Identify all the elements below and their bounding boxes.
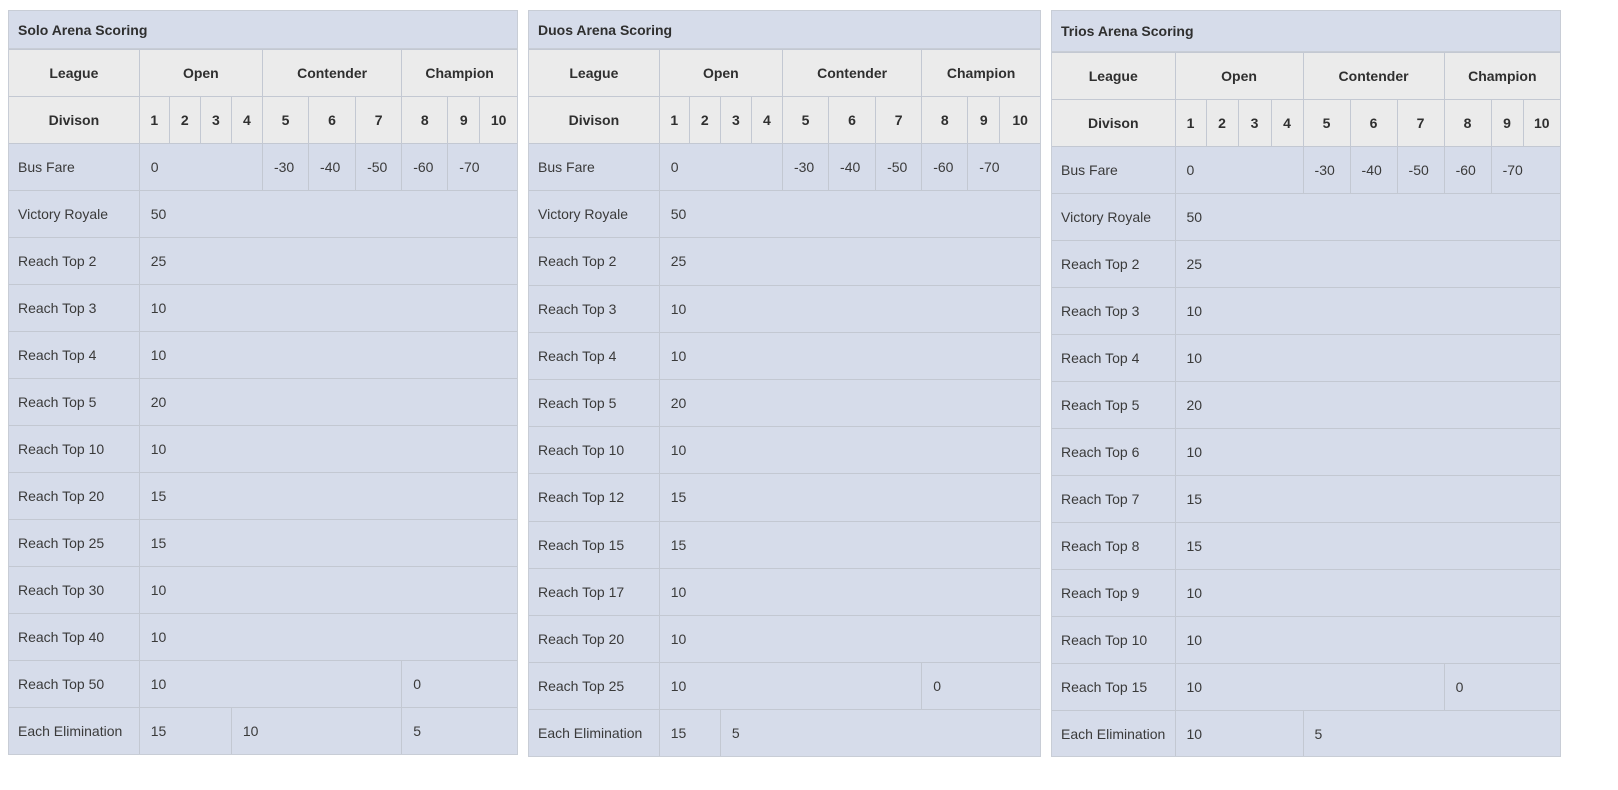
score-cell: 50 <box>659 191 1040 238</box>
row-label: Reach Top 30 <box>9 567 139 614</box>
division-header-cell: 8 <box>402 97 448 144</box>
row-label: Reach Top 4 <box>9 332 139 379</box>
division-header-cell: 2 <box>689 97 720 144</box>
table-row <box>1052 429 1560 476</box>
score-cell: 0 <box>1175 147 1303 194</box>
score-cell: 10 <box>139 332 517 379</box>
score-cell: 10 <box>659 663 921 710</box>
league-header-row <box>9 50 517 97</box>
score-cell: 10 <box>659 615 1040 662</box>
row-label: Reach Top 15 <box>529 521 659 568</box>
table-row <box>9 379 517 426</box>
score-cell: 10 <box>1175 288 1560 335</box>
row-label: Reach Top 8 <box>1052 523 1175 570</box>
division-header-cell: 7 <box>876 97 922 144</box>
division-header-cell: 10 <box>1523 100 1560 147</box>
score-cell: 10 <box>1175 570 1560 617</box>
table-row <box>1052 711 1560 758</box>
score-cell: 15 <box>659 521 1040 568</box>
table-row <box>1052 241 1560 288</box>
table-row <box>1052 523 1560 570</box>
table-row <box>529 663 1040 710</box>
division-header-cell: 2 <box>169 97 200 144</box>
score-cell: 5 <box>1303 711 1560 758</box>
table-row <box>529 285 1040 332</box>
score-cell: -30 <box>782 144 828 191</box>
score-cell: 5 <box>402 708 517 755</box>
score-cell: 20 <box>659 379 1040 426</box>
division-header-cell: 10 <box>1000 97 1040 144</box>
score-cell: 15 <box>1175 476 1560 523</box>
score-cell: 0 <box>139 144 262 191</box>
score-cell: -40 <box>1350 147 1397 194</box>
league-header-cell: Champion <box>922 50 1040 97</box>
score-cell: 15 <box>1175 523 1560 570</box>
table-row <box>9 661 517 708</box>
row-label: Reach Top 4 <box>1052 335 1175 382</box>
panel-title: Trios Arena Scoring <box>1052 11 1560 52</box>
division-header-cell: 4 <box>231 97 262 144</box>
score-cell: 25 <box>659 238 1040 285</box>
table-row <box>1052 288 1560 335</box>
table-row <box>9 567 517 614</box>
score-cell: 10 <box>1175 617 1560 664</box>
score-cell: 10 <box>139 567 517 614</box>
score-cell: 15 <box>139 708 231 755</box>
row-label: Victory Royale <box>1052 194 1175 241</box>
table-row <box>1052 194 1560 241</box>
table-row <box>1052 335 1560 382</box>
row-label: Reach Top 2 <box>529 238 659 285</box>
division-header-cell: Divison <box>9 97 139 144</box>
trios-scoring-table <box>1052 52 1560 757</box>
division-header-cell: 3 <box>200 97 231 144</box>
division-header-row <box>529 97 1040 144</box>
league-header-cell: Contender <box>782 50 921 97</box>
table-row <box>9 708 517 755</box>
table-row <box>1052 147 1560 194</box>
division-header-cell: 9 <box>968 97 1000 144</box>
row-label: Reach Top 25 <box>529 663 659 710</box>
score-cell: -70 <box>448 144 517 191</box>
score-cell: -40 <box>829 144 876 191</box>
score-cell: -50 <box>356 144 402 191</box>
division-header-cell: 4 <box>751 97 782 144</box>
table-row <box>9 473 517 520</box>
row-label: Reach Top 15 <box>1052 664 1175 711</box>
league-header-row <box>1052 53 1560 100</box>
division-header-cell: 1 <box>1175 100 1206 147</box>
score-cell: -50 <box>1397 147 1444 194</box>
panel-title: Duos Arena Scoring <box>529 11 1040 49</box>
score-cell: 0 <box>402 661 517 708</box>
row-label: Reach Top 9 <box>1052 570 1175 617</box>
row-label: Reach Top 12 <box>529 474 659 521</box>
duos-scoring-panel <box>528 10 1041 757</box>
division-header-cell: 6 <box>829 97 876 144</box>
score-cell: 15 <box>139 520 517 567</box>
division-header-cell: 4 <box>1271 100 1303 147</box>
division-header-cell: 9 <box>1491 100 1523 147</box>
row-label: Reach Top 25 <box>9 520 139 567</box>
table-row <box>529 615 1040 662</box>
division-header-cell: 10 <box>480 97 517 144</box>
row-label: Reach Top 5 <box>1052 382 1175 429</box>
score-cell: -50 <box>876 144 922 191</box>
score-cell: -70 <box>1491 147 1560 194</box>
table-row <box>529 474 1040 521</box>
score-cell: -60 <box>402 144 448 191</box>
table-row <box>529 427 1040 474</box>
table-row <box>529 144 1040 191</box>
division-header-cell: 5 <box>782 97 828 144</box>
table-row <box>1052 664 1560 711</box>
division-header-cell: 6 <box>309 97 356 144</box>
table-row <box>529 238 1040 285</box>
table-row <box>9 144 517 191</box>
table-row <box>529 191 1040 238</box>
division-header-cell: 6 <box>1350 100 1397 147</box>
score-cell: 50 <box>139 191 517 238</box>
table-row <box>1052 476 1560 523</box>
score-cell: 0 <box>922 663 1040 710</box>
score-cell: 10 <box>1175 664 1444 711</box>
division-header-cell: 3 <box>720 97 751 144</box>
division-header-cell: 1 <box>659 97 689 144</box>
row-label: Victory Royale <box>529 191 659 238</box>
row-label: Bus Fare <box>529 144 659 191</box>
league-header-row <box>529 50 1040 97</box>
division-header-cell: 9 <box>448 97 480 144</box>
duos-scoring-table <box>529 49 1040 757</box>
score-cell: 10 <box>659 427 1040 474</box>
table-row <box>1052 570 1560 617</box>
division-header-cell: 3 <box>1238 100 1271 147</box>
score-cell: 10 <box>659 568 1040 615</box>
score-cell: 10 <box>1175 335 1560 382</box>
row-label: Reach Top 10 <box>1052 617 1175 664</box>
row-label: Bus Fare <box>9 144 139 191</box>
row-label: Each Elimination <box>9 708 139 755</box>
table-row <box>9 426 517 473</box>
row-label: Reach Top 3 <box>1052 288 1175 335</box>
row-label: Reach Top 40 <box>9 614 139 661</box>
score-cell: 25 <box>139 238 517 285</box>
row-label: Reach Top 5 <box>529 379 659 426</box>
table-row <box>9 238 517 285</box>
league-header-cell: League <box>529 50 659 97</box>
row-label: Reach Top 2 <box>1052 241 1175 288</box>
row-label: Each Elimination <box>529 710 659 757</box>
row-label: Reach Top 3 <box>9 285 139 332</box>
table-row <box>9 332 517 379</box>
score-cell: 10 <box>139 285 517 332</box>
table-row <box>529 568 1040 615</box>
score-cell: 25 <box>1175 241 1560 288</box>
row-label: Bus Fare <box>1052 147 1175 194</box>
league-header-cell: League <box>9 50 139 97</box>
row-label: Reach Top 3 <box>529 285 659 332</box>
score-cell: -60 <box>1444 147 1491 194</box>
score-cell: 50 <box>1175 194 1560 241</box>
row-label: Victory Royale <box>9 191 139 238</box>
row-label: Reach Top 17 <box>529 568 659 615</box>
table-row <box>9 285 517 332</box>
league-header-cell: Open <box>659 50 782 97</box>
table-row <box>9 191 517 238</box>
score-cell: -60 <box>922 144 968 191</box>
division-header-cell: Divison <box>1052 100 1175 147</box>
row-label: Reach Top 4 <box>529 332 659 379</box>
table-row <box>9 614 517 661</box>
row-label: Reach Top 20 <box>529 615 659 662</box>
score-cell: 10 <box>1175 429 1560 476</box>
score-cell: 15 <box>659 474 1040 521</box>
score-cell: 10 <box>659 332 1040 379</box>
table-row <box>1052 382 1560 429</box>
league-header-cell: Champion <box>402 50 517 97</box>
score-cell: -40 <box>309 144 356 191</box>
score-cell: 20 <box>139 379 517 426</box>
score-cell: 0 <box>1444 664 1560 711</box>
row-label: Reach Top 10 <box>529 427 659 474</box>
division-header-row <box>9 97 517 144</box>
solo-scoring-panel <box>8 10 518 755</box>
division-header-cell: 8 <box>1444 100 1491 147</box>
trios-scoring-panel <box>1051 10 1561 757</box>
division-header-cell: 7 <box>1397 100 1444 147</box>
score-cell: 10 <box>1175 711 1303 758</box>
table-row <box>9 520 517 567</box>
league-header-cell: Open <box>1175 53 1303 100</box>
division-header-cell: Divison <box>529 97 659 144</box>
league-header-cell: Contender <box>262 50 401 97</box>
row-label: Reach Top 10 <box>9 426 139 473</box>
row-label: Reach Top 2 <box>9 238 139 285</box>
division-header-cell: 1 <box>139 97 169 144</box>
score-cell: -30 <box>1303 147 1350 194</box>
league-header-cell: Contender <box>1303 53 1444 100</box>
row-label: Reach Top 50 <box>9 661 139 708</box>
division-header-cell: 7 <box>356 97 402 144</box>
score-cell: 5 <box>720 710 1040 757</box>
row-label: Reach Top 5 <box>9 379 139 426</box>
score-cell: 10 <box>139 661 401 708</box>
score-cell: 15 <box>659 710 720 757</box>
table-row <box>1052 617 1560 664</box>
table-row <box>529 521 1040 568</box>
score-cell: -30 <box>262 144 308 191</box>
division-header-cell: 5 <box>1303 100 1350 147</box>
league-header-cell: League <box>1052 53 1175 100</box>
league-header-cell: Champion <box>1444 53 1560 100</box>
score-cell: 10 <box>231 708 401 755</box>
division-header-row <box>1052 100 1560 147</box>
table-row <box>529 332 1040 379</box>
score-cell: -70 <box>968 144 1040 191</box>
row-label: Each Elimination <box>1052 711 1175 758</box>
solo-scoring-table <box>9 49 517 755</box>
score-cell: 10 <box>659 285 1040 332</box>
score-cell: 10 <box>139 426 517 473</box>
table-row <box>529 379 1040 426</box>
league-header-cell: Open <box>139 50 262 97</box>
division-header-cell: 2 <box>1206 100 1238 147</box>
score-cell: 0 <box>659 144 782 191</box>
score-cell: 20 <box>1175 382 1560 429</box>
score-cell: 15 <box>139 473 517 520</box>
row-label: Reach Top 7 <box>1052 476 1175 523</box>
division-header-cell: 8 <box>922 97 968 144</box>
division-header-cell: 5 <box>262 97 308 144</box>
row-label: Reach Top 6 <box>1052 429 1175 476</box>
score-cell: 10 <box>139 614 517 661</box>
row-label: Reach Top 20 <box>9 473 139 520</box>
panel-title: Solo Arena Scoring <box>9 11 517 49</box>
table-row <box>529 710 1040 757</box>
